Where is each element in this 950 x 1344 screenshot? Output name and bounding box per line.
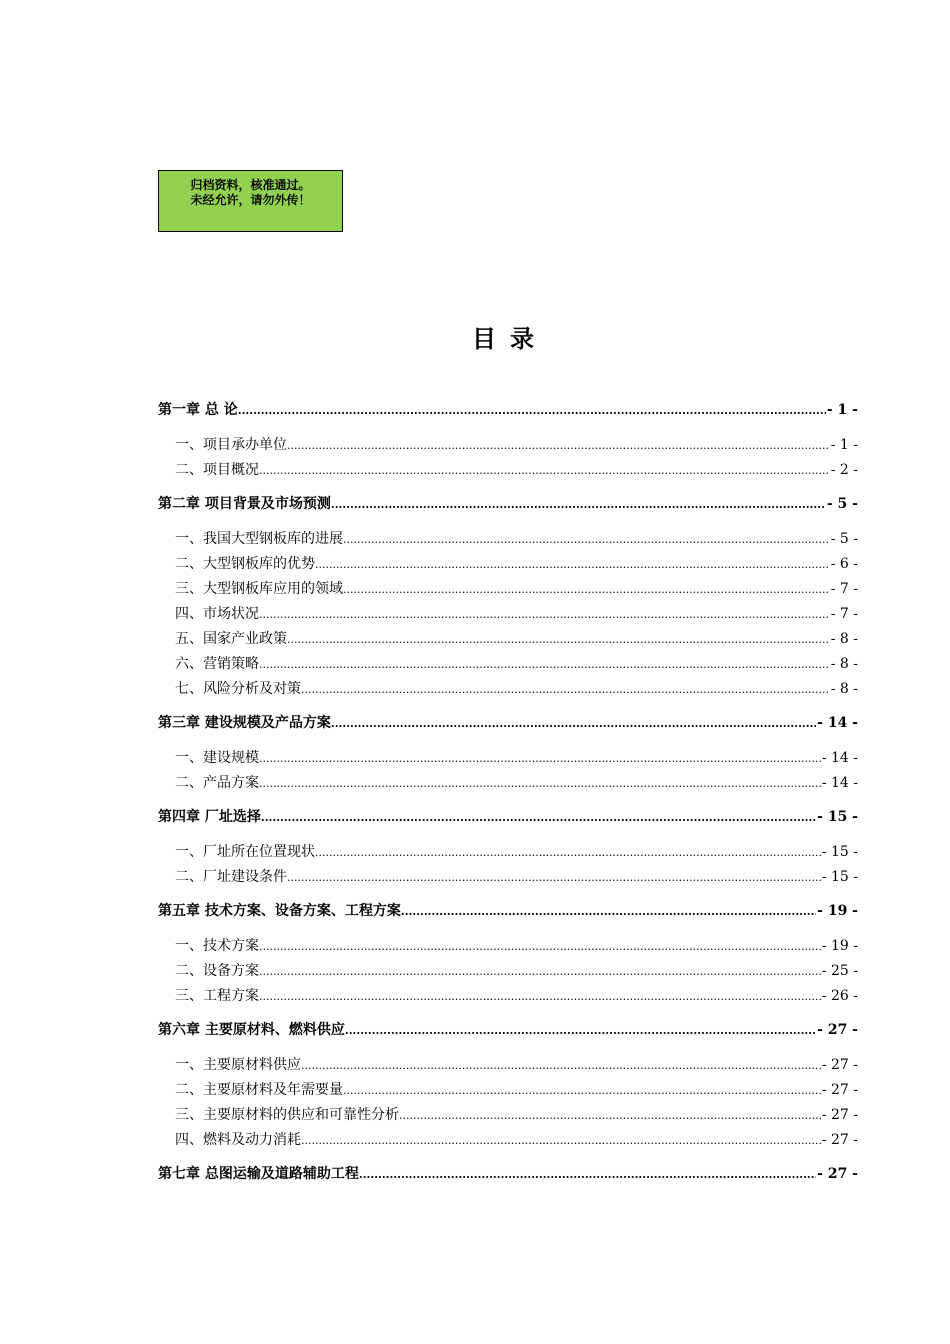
toc-entry-label: 第七章 总图运输及道路辅助工程 <box>158 1166 359 1182</box>
toc-section-entry[interactable] <box>158 1078 858 1103</box>
toc-chapter-entry[interactable] <box>158 805 858 830</box>
toc-chapter-entry[interactable] <box>158 492 858 517</box>
toc-page-number: - 1 - <box>826 402 858 418</box>
toc-entry-label: 四、市场状况 <box>175 606 259 622</box>
toc-page-number: - 15 - <box>817 809 858 825</box>
archive-stamp <box>158 170 343 232</box>
toc-entry-label: 四、燃料及动力消耗 <box>175 1132 301 1148</box>
toc-dot-leader <box>343 527 830 552</box>
toc-entry-label: 二、主要原材料及年需要量 <box>175 1082 343 1098</box>
toc-entry-label: 第六章 主要原材料、燃料供应 <box>158 1022 345 1038</box>
toc-entry-label: 第三章 建设规模及产品方案 <box>158 715 331 731</box>
toc-page-number: - 15 - <box>821 869 858 885</box>
toc-section-entry[interactable] <box>158 677 858 702</box>
toc-page-number: - 14 - <box>821 775 858 791</box>
toc-page-number: - 5 - <box>826 496 858 512</box>
toc-dot-leader <box>301 677 830 702</box>
toc-entry-label: 七、风险分析及对策 <box>175 681 301 697</box>
toc-page-number: - 27 - <box>821 1057 858 1073</box>
toc-dot-leader <box>259 984 821 1009</box>
toc-entry-label: 二、大型钢板库的优势 <box>175 556 315 572</box>
stamp-line-2: 未经允许，请勿外传！ <box>190 193 311 207</box>
toc-dot-leader <box>287 627 830 652</box>
toc-dot-leader <box>238 398 826 423</box>
toc-page-number: - 1 - <box>830 437 858 453</box>
toc-dot-leader <box>287 865 821 890</box>
toc-dot-leader <box>259 602 830 627</box>
toc-chapter-entry[interactable] <box>158 1162 858 1187</box>
toc-chapter-entry[interactable] <box>158 711 858 736</box>
toc-section-entry[interactable] <box>158 1053 858 1078</box>
toc-entry-label: 三、工程方案 <box>175 988 259 1004</box>
toc-page-number: - 27 - <box>821 1082 858 1098</box>
toc-page-number: - 19 - <box>817 903 858 919</box>
toc-section-entry[interactable] <box>158 1103 858 1128</box>
toc-section-entry[interactable] <box>158 746 858 771</box>
toc-page-number: - 2 - <box>830 462 858 478</box>
toc-dot-leader <box>259 771 821 796</box>
stamp-line-1: 归档资料，核准通过。 <box>190 178 311 192</box>
toc-entry-label: 一、技术方案 <box>175 938 259 954</box>
toc-section-entry[interactable] <box>158 433 858 458</box>
toc-section-entry[interactable] <box>158 458 858 483</box>
toc-dot-leader <box>331 711 816 736</box>
toc-dot-leader <box>315 552 830 577</box>
toc-entry-label: 一、厂址所在位置现状 <box>175 844 315 860</box>
toc-page-number: - 27 - <box>817 1022 858 1038</box>
toc-dot-leader <box>287 433 830 458</box>
toc-dot-leader <box>315 840 821 865</box>
toc-entry-label: 六、营销策略 <box>175 656 259 672</box>
toc-dot-leader <box>259 652 830 677</box>
toc-section-entry[interactable] <box>158 840 858 865</box>
toc-section-entry[interactable] <box>158 527 858 552</box>
toc-page-number: - 7 - <box>830 581 858 597</box>
toc-entry-label: 二、厂址建设条件 <box>175 869 287 885</box>
toc-entry-label: 三、主要原材料的供应和可靠性分析 <box>175 1107 399 1123</box>
toc-dot-leader <box>343 577 830 602</box>
toc-dot-leader <box>301 1128 821 1153</box>
toc-dot-leader <box>359 1162 816 1187</box>
toc-dot-leader <box>259 746 821 771</box>
toc-entry-label: 五、国家产业政策 <box>175 631 287 647</box>
toc-section-entry[interactable] <box>158 959 858 984</box>
toc-section-entry[interactable] <box>158 552 858 577</box>
toc-page-number: - 27 - <box>821 1132 858 1148</box>
toc-page-number: - 14 - <box>821 750 858 766</box>
toc-entry-label: 二、项目概况 <box>175 462 259 478</box>
toc-dot-leader <box>259 458 830 483</box>
toc-dot-leader <box>343 1078 821 1103</box>
toc-section-entry[interactable] <box>158 771 858 796</box>
toc-page-number: - 27 - <box>821 1107 858 1123</box>
toc-entry-label: 第一章 总 论 <box>158 402 238 418</box>
toc-dot-leader <box>331 492 826 517</box>
toc-page-number: - 8 - <box>830 681 858 697</box>
toc-entry-label: 二、设备方案 <box>175 963 259 979</box>
toc-page-number: - 25 - <box>821 963 858 979</box>
toc-section-entry[interactable] <box>158 652 858 677</box>
toc-section-entry[interactable] <box>158 1128 858 1153</box>
toc-entry-label: 一、主要原材料供应 <box>175 1057 301 1073</box>
toc-page-number: - 19 - <box>821 938 858 954</box>
toc-chapter-entry[interactable] <box>158 398 858 423</box>
toc-entry-label: 二、产品方案 <box>175 775 259 791</box>
toc-page-number: - 8 - <box>830 656 858 672</box>
toc-dot-leader <box>259 959 821 984</box>
toc-page-number: - 15 - <box>821 844 858 860</box>
table-of-contents <box>158 398 858 1187</box>
toc-page-number: - 5 - <box>830 531 858 547</box>
toc-section-entry[interactable] <box>158 984 858 1009</box>
toc-page-number: - 6 - <box>830 556 858 572</box>
toc-dot-leader <box>399 1103 821 1128</box>
toc-dot-leader <box>261 805 816 830</box>
toc-chapter-entry[interactable] <box>158 899 858 924</box>
toc-chapter-entry[interactable] <box>158 1018 858 1043</box>
toc-entry-label: 第四章 厂址选择 <box>158 809 261 825</box>
toc-dot-leader <box>259 934 821 959</box>
toc-entry-label: 三、大型钢板库应用的领域 <box>175 581 343 597</box>
toc-page-number: - 7 - <box>830 606 858 622</box>
toc-section-entry[interactable] <box>158 577 858 602</box>
toc-section-entry[interactable] <box>158 602 858 627</box>
toc-entry-label: 第二章 项目背景及市场预测 <box>158 496 331 512</box>
toc-dot-leader <box>401 899 816 924</box>
toc-entry-label: 第五章 技术方案、设备方案、工程方案 <box>158 903 401 919</box>
toc-title: 目录 <box>472 325 548 353</box>
toc-page-number: - 14 - <box>817 715 858 731</box>
toc-entry-label: 一、项目承办单位 <box>175 437 287 453</box>
toc-page-number: - 8 - <box>830 631 858 647</box>
toc-section-entry[interactable] <box>158 627 858 652</box>
toc-entry-label: 一、我国大型钢板库的进展 <box>175 531 343 547</box>
toc-dot-leader <box>301 1053 821 1078</box>
toc-section-entry[interactable] <box>158 865 858 890</box>
toc-dot-leader <box>345 1018 816 1043</box>
toc-section-entry[interactable] <box>158 934 858 959</box>
toc-page-number: - 26 - <box>821 988 858 1004</box>
toc-page-number: - 27 - <box>817 1166 858 1182</box>
toc-entry-label: 一、建设规模 <box>175 750 259 766</box>
